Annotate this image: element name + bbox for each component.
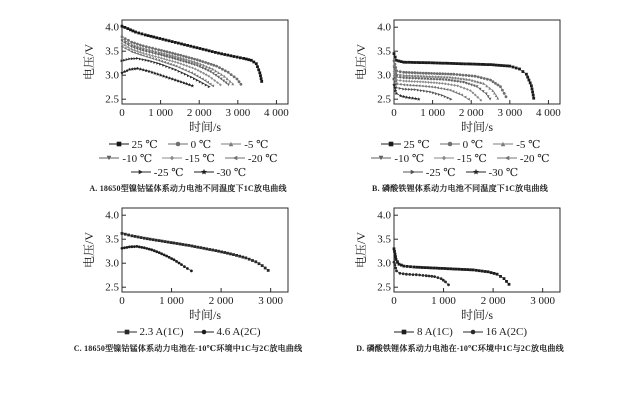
legend-label: -25 ℃ <box>425 166 456 179</box>
legend-item <box>108 138 158 151</box>
y-tick-label: 3.5 <box>377 233 391 246</box>
series-curve <box>121 232 270 272</box>
legend-marker-icon <box>220 139 242 149</box>
chart-c-caption: C. 18650型镍钴锰体系动力电池在-10℃环境中1C与2C放电曲线 <box>73 344 303 353</box>
x-tick-label: 2 000 <box>480 295 506 307</box>
legend-label: 8 A(1C) <box>417 326 453 338</box>
y-tick-label: 3.5 <box>377 45 391 58</box>
legend-label: -20 ℃ <box>519 152 550 165</box>
legend-item <box>439 138 484 151</box>
legend-marker-icon <box>116 327 138 337</box>
x-tick-label: 3 000 <box>530 295 556 307</box>
legend-row <box>108 137 269 151</box>
chart-panel-d <box>324 202 596 354</box>
y-tick-label: 3.0 <box>377 257 391 270</box>
legend-label: -10 ℃ <box>122 152 153 165</box>
legend-row <box>393 325 527 339</box>
legend-label: -5 ℃ <box>516 138 541 151</box>
legend-marker-icon <box>439 139 461 149</box>
y-tick-label: 4.0 <box>377 21 391 34</box>
legend-label: 0 ℃ <box>462 138 484 151</box>
legend-marker-icon <box>393 327 415 337</box>
legend-item <box>492 138 540 151</box>
y-tick-label: 4.0 <box>105 209 119 222</box>
legend-label: 25 ℃ <box>131 138 158 151</box>
x-tick-label: 2 000 <box>186 107 212 119</box>
legend-marker-icon <box>496 153 518 163</box>
x-axis-label: 时间/s <box>460 308 494 322</box>
chart-b-legend <box>370 137 549 179</box>
y-tick-label: 2.5 <box>377 281 391 294</box>
legend-item <box>393 326 453 338</box>
series-curve <box>121 25 264 83</box>
legend-row <box>98 151 277 165</box>
plot-frame <box>394 208 560 292</box>
y-tick-label: 2.5 <box>105 281 119 294</box>
legend-marker-icon <box>402 167 424 177</box>
x-axis-label: 时间/s <box>188 120 222 134</box>
legend-label: -20 ℃ <box>247 152 278 165</box>
x-tick-label: 1 000 <box>431 295 456 307</box>
chart-panel-b <box>324 14 596 194</box>
legend-marker-icon <box>108 139 130 149</box>
y-tick-label: 4.0 <box>105 21 119 34</box>
legend-marker-icon <box>224 153 246 163</box>
y-tick-label: 3.5 <box>105 233 119 246</box>
x-tick-label: 3 000 <box>225 107 251 119</box>
legend-item <box>224 152 278 165</box>
legend-item <box>370 152 424 165</box>
legend-label: 4.6 A(2C) <box>216 326 261 338</box>
x-tick-label: 3 000 <box>258 295 284 307</box>
y-tick-label: 3.5 <box>105 45 119 58</box>
x-tick-label: 2 000 <box>458 107 484 119</box>
y-axis-label: 电压/V <box>82 43 96 81</box>
y-tick-label: 2.5 <box>105 93 119 106</box>
y-tick-label: 4.0 <box>377 209 391 222</box>
legend-row <box>402 165 518 179</box>
x-tick-label: 1 000 <box>148 107 173 119</box>
legend-marker-icon <box>193 167 215 177</box>
legend-label: -25 ℃ <box>153 166 184 179</box>
y-tick-label: 3.0 <box>105 257 119 270</box>
legend-marker-icon <box>380 139 402 149</box>
legend-label: -15 ℃ <box>185 152 215 165</box>
legend-item <box>380 138 430 151</box>
chart-a-legend <box>98 137 277 179</box>
legend-item <box>462 326 527 338</box>
legend-marker-icon <box>462 327 484 337</box>
y-axis-label: 电压/V <box>82 231 96 269</box>
chart-a-canvas <box>82 14 294 136</box>
legend-marker-icon <box>433 153 455 163</box>
chart-a-caption: A. 18650型镍钴锰体系动力电池不同温度下1C放电曲线 <box>89 184 287 193</box>
legend-marker-icon <box>370 153 392 163</box>
y-axis-label: 电压/V <box>354 231 368 269</box>
legend-item <box>193 166 247 179</box>
chart-c-canvas <box>82 202 294 324</box>
legend-marker-icon <box>130 167 152 177</box>
legend-row <box>116 325 261 339</box>
chart-c-legend <box>116 325 261 339</box>
legend-label: -5 ℃ <box>244 138 269 151</box>
legend-label: 25 ℃ <box>403 138 430 151</box>
x-tick-label: 2 000 <box>208 295 234 307</box>
x-axis-label: 时间/s <box>188 308 222 322</box>
legend-marker-icon <box>492 139 514 149</box>
chart-b-canvas <box>354 14 566 136</box>
y-tick-label: 3.0 <box>105 69 119 82</box>
x-tick-label: 1 000 <box>420 107 445 119</box>
legend-label: 0 ℃ <box>190 138 212 151</box>
chart-d-caption: D. 磷酸铁锂体系动力电池在-10℃环境中1C与2C放电曲线 <box>356 344 564 353</box>
legend-label: -30 ℃ <box>488 166 519 179</box>
legend-item <box>465 166 519 179</box>
legend-label: -30 ℃ <box>216 166 247 179</box>
plot-frame <box>122 208 288 292</box>
legend-item <box>161 152 215 165</box>
series-curve <box>121 245 193 272</box>
chart-d-legend <box>393 325 527 339</box>
legend-marker-icon <box>161 153 183 163</box>
legend-label: -15 ℃ <box>457 152 487 165</box>
legend-marker-icon <box>167 139 189 149</box>
x-tick-label: 4 000 <box>264 107 289 119</box>
y-tick-label: 2.5 <box>377 93 391 106</box>
y-axis-label: 电压/V <box>354 43 368 81</box>
legend-label: -10 ℃ <box>394 152 425 165</box>
x-tick-label: 0 <box>391 107 397 119</box>
legend-row <box>130 165 246 179</box>
series-curve <box>393 247 511 285</box>
legend-item <box>402 166 456 179</box>
legend-item <box>167 138 212 151</box>
legend-item <box>130 166 184 179</box>
legend-marker-icon <box>98 153 120 163</box>
legend-item <box>193 326 261 338</box>
legend-item <box>496 152 550 165</box>
legend-marker-icon <box>465 167 487 177</box>
y-tick-label: 3.0 <box>377 69 391 82</box>
legend-item <box>220 138 268 151</box>
x-axis-label: 时间/s <box>460 120 494 134</box>
x-tick-label: 0 <box>391 295 397 307</box>
x-tick-label: 0 <box>119 295 125 307</box>
chart-panel-c <box>52 202 324 354</box>
chart-d-canvas <box>354 202 566 324</box>
x-tick-label: 1 000 <box>159 295 184 307</box>
legend-item <box>116 326 184 338</box>
legend-label: 16 A(2C) <box>485 326 527 338</box>
legend-item <box>433 152 487 165</box>
x-tick-label: 0 <box>119 107 125 119</box>
legend-label: 2.3 A(1C) <box>139 326 184 338</box>
legend-marker-icon <box>193 327 215 337</box>
legend-item <box>98 152 152 165</box>
x-tick-label: 3 000 <box>497 107 523 119</box>
legend-row <box>370 151 549 165</box>
legend-row <box>380 137 541 151</box>
x-tick-label: 4 000 <box>536 107 561 119</box>
chart-b-caption: B. 磷酸铁锂体系动力电池不同温度下1C放电曲线 <box>372 184 548 193</box>
chart-panel-a <box>52 14 324 194</box>
